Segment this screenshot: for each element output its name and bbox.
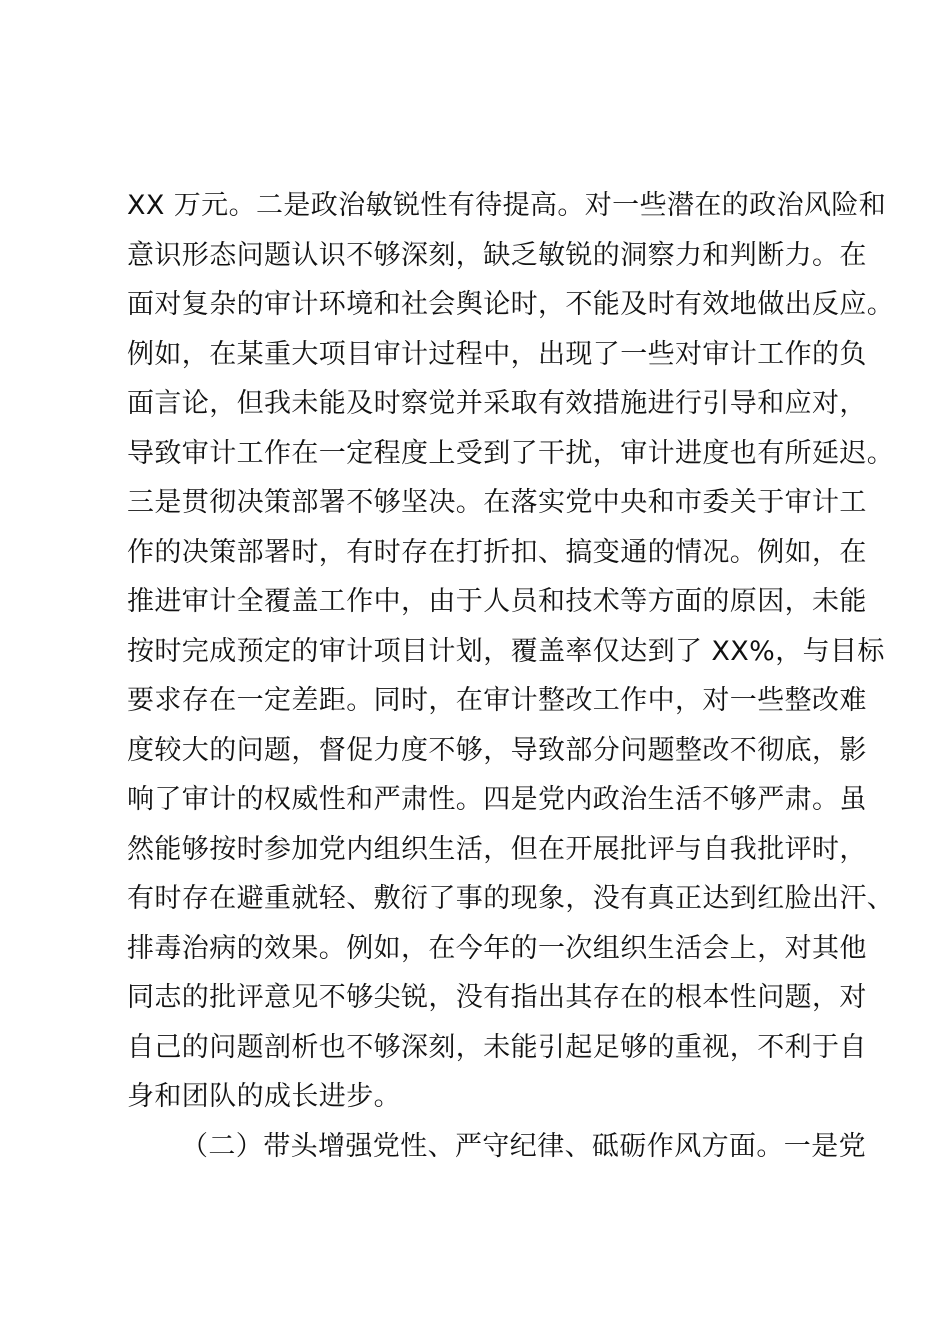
paragraph-2 <box>127 1122 866 1172</box>
text-line: 作的决策部署时，有时存在打折扣、搞变通的情况。例如，在 <box>127 536 867 568</box>
text-line: 度较大的问题，督促力度不够，导致部分问题整改不彻底，影 <box>127 734 867 766</box>
text-line: 按时完成预定的审计项目计划，覆盖率仅达到了 XX%，与目标 <box>127 635 885 667</box>
text-line: 身和团队的成长进步。 <box>127 1081 401 1112</box>
text-line: 要求存在一定差距。同时，在审计整改工作中，对一些整改难 <box>127 685 867 716</box>
text-line: XX 万元。二是政治敏锐性有待提高。对一些潜在的政治风险和 <box>127 190 887 221</box>
text-line: 导致审计工作在一定程度上受到了干扰，审计进度也有所延迟。 <box>127 437 895 469</box>
text-line: 同志的批评意见不够尖锐，没有指出其存在的根本性问题，对 <box>127 982 867 1013</box>
text-line: 推进审计全覆盖工作中，由于人员和技术等方面的原因，未能 <box>127 586 867 617</box>
text-line: 面言论，但我未能及时察觉并采取有效措施进行引导和应对， <box>127 388 867 419</box>
document-body <box>127 181 895 1171</box>
paragraph-1 <box>127 181 895 1122</box>
text-line: 自己的问题剖析也不够深刻，未能引起足够的重视，不利于自 <box>127 1031 867 1063</box>
text-line: 然能够按时参加党内组织生活，但在开展批评与自我批评时， <box>127 833 867 865</box>
text-line: 例如，在某重大项目审计过程中，出现了一些对审计工作的负 <box>127 338 867 370</box>
text-line: （二）带头增强党性、严守纪律、砥砺作风方面。一是党 <box>181 1130 866 1162</box>
text-line: 三是贯彻决策部署不够坚决。在落实党中央和市委关于审计工 <box>127 487 867 518</box>
text-line: 面对复杂的审计环境和社会舆论时，不能及时有效地做出反应。 <box>127 289 895 320</box>
text-line: 响了审计的权威性和严肃性。四是党内政治生活不够严肃。虽 <box>127 784 867 815</box>
text-line: 意识形态问题认识不够深刻，缺乏敏锐的洞察力和判断力。在 <box>127 239 867 271</box>
text-line: 排毒治病的效果。例如，在今年的一次组织生活会上，对其他 <box>127 932 867 964</box>
text-line: 有时存在避重就轻、敷衍了事的现象，没有真正达到红脸出汗、 <box>127 883 895 914</box>
